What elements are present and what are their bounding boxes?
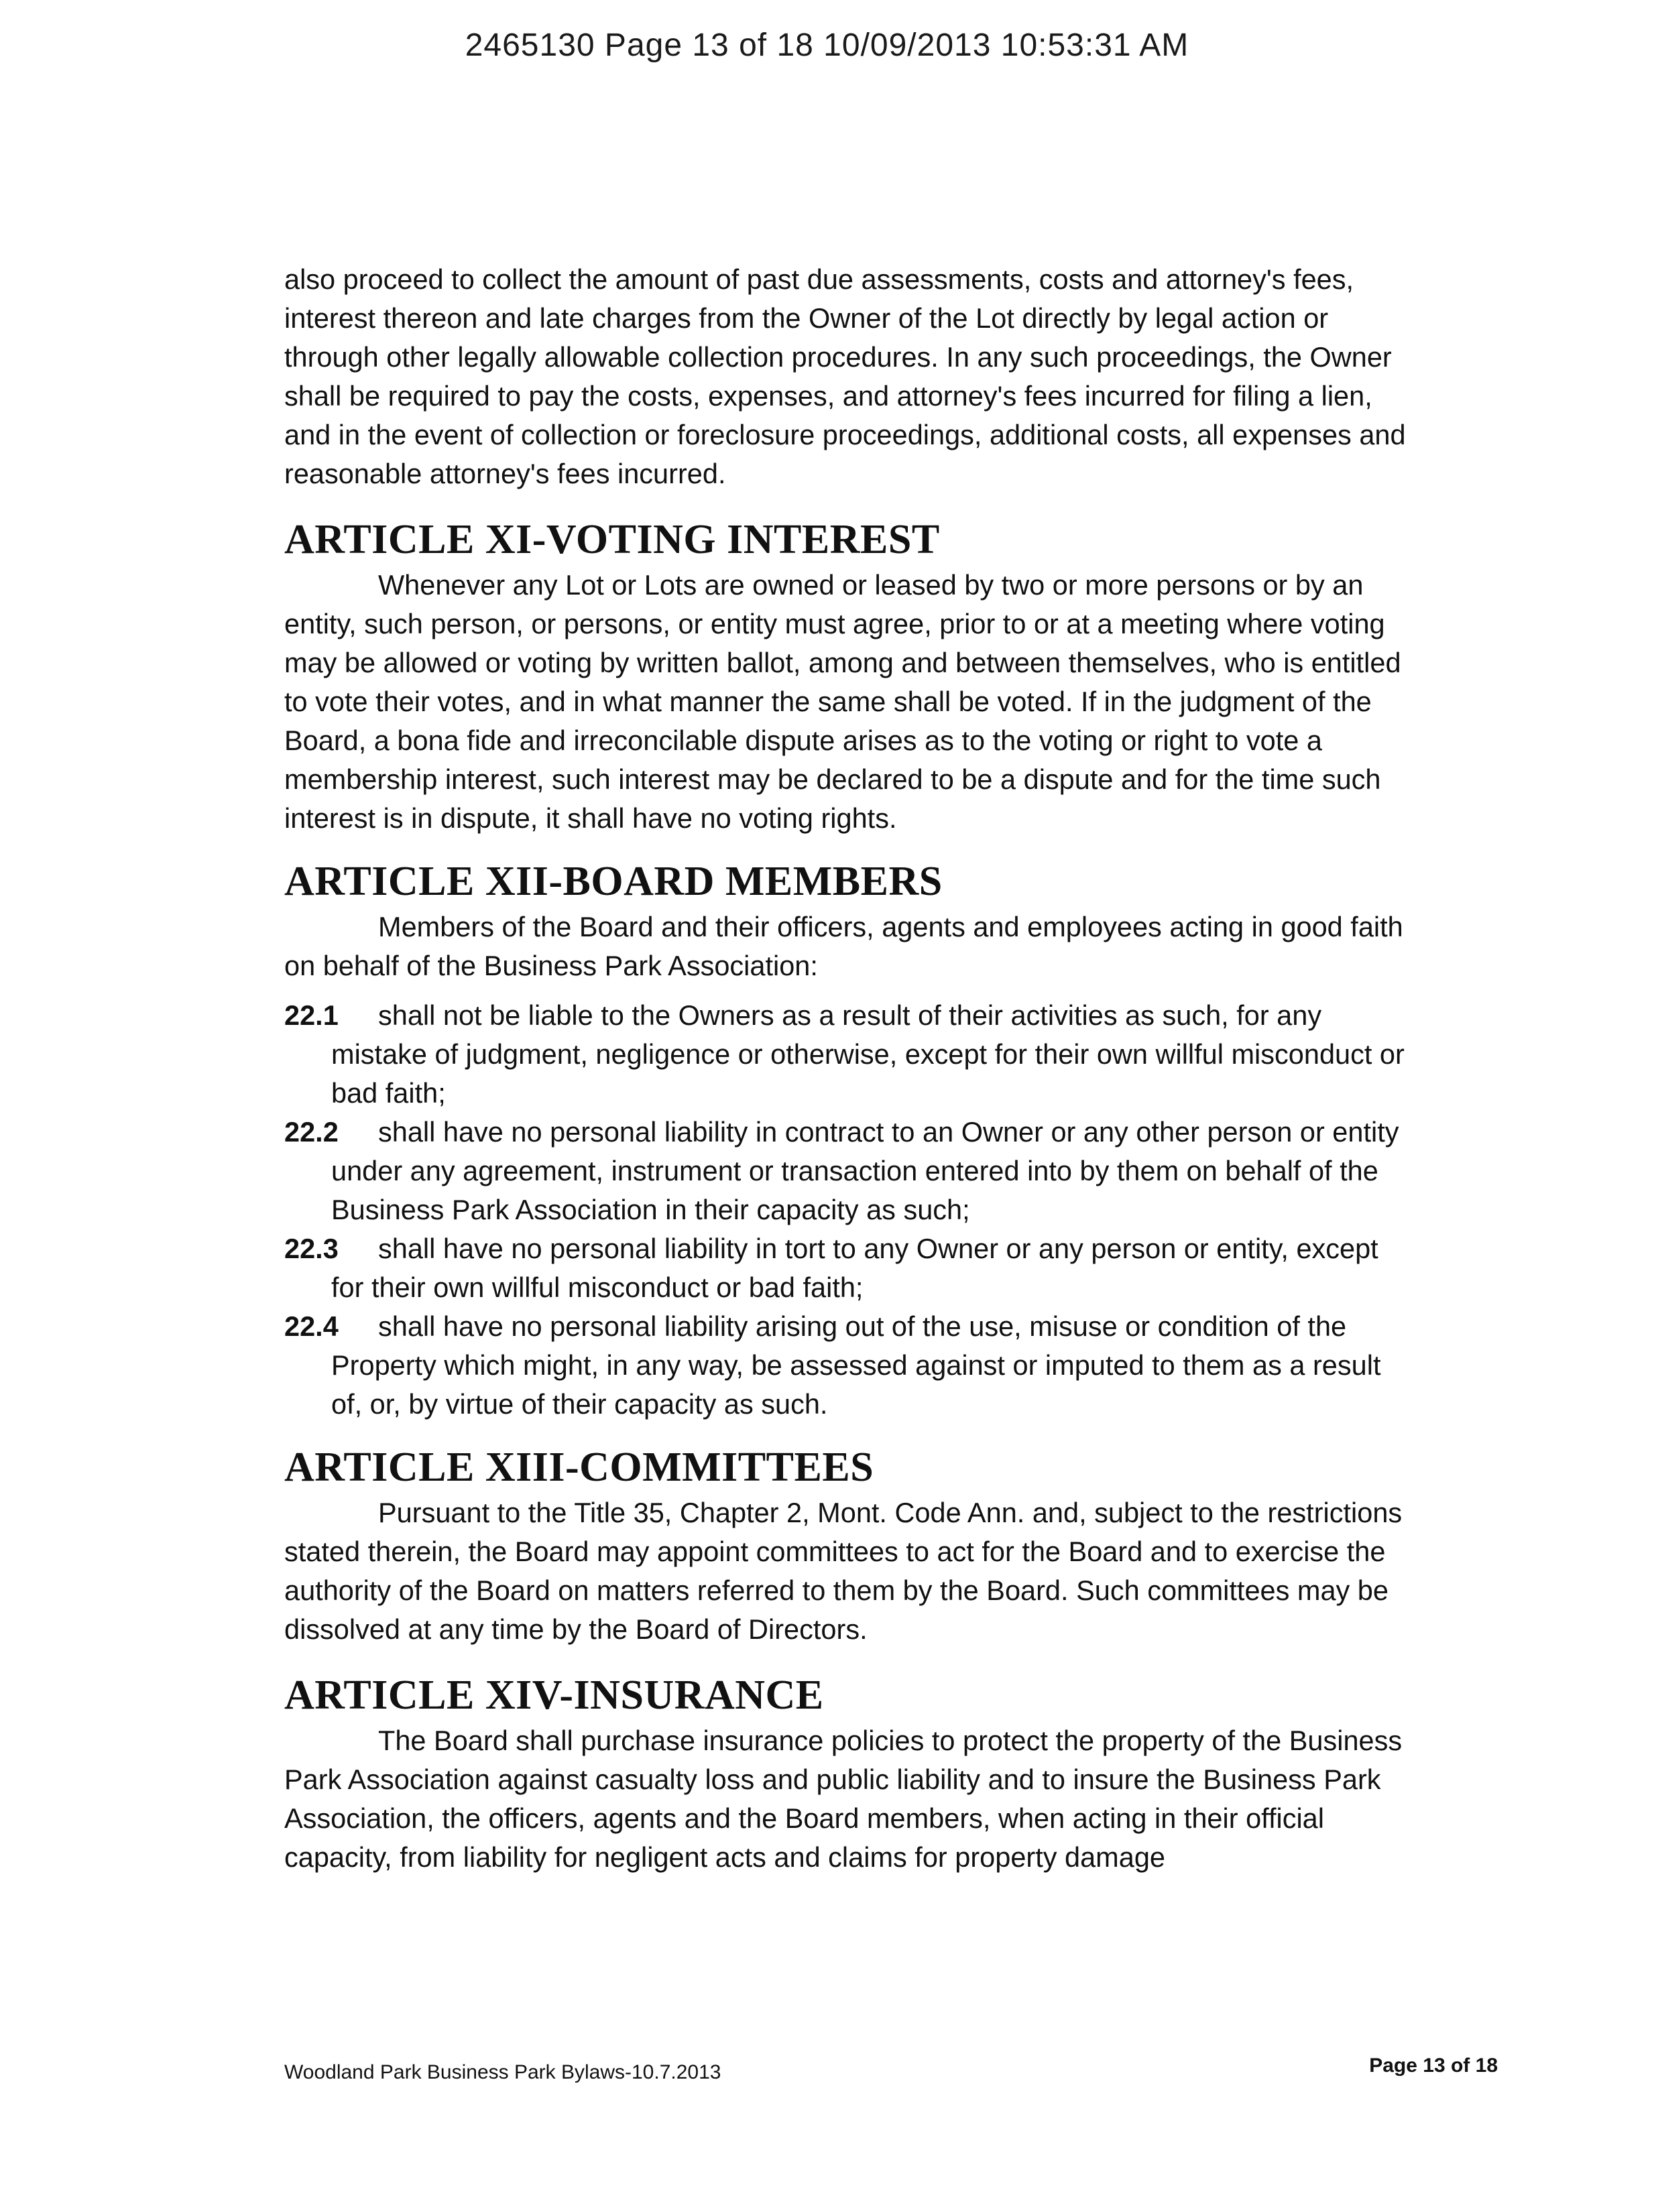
article-xi-heading: ARTICLE XI-VOTING INTEREST [284, 517, 940, 562]
article-xii [284, 858, 1411, 1424]
list-item [284, 1307, 1411, 1424]
list-item-number: 22.4 [284, 1310, 339, 1342]
article-xiii [284, 1444, 1411, 1649]
article-xii-heading: ARTICLE XII-BOARD MEMBERS [284, 859, 943, 904]
list-item-text: shall have no personal liability in contract to an Owner or any other person or entity under any agreement, instrument or transaction entered into by them on behalf of the Business Park Association in their capacity as such; [331, 1116, 1399, 1225]
board-members-list [284, 996, 1411, 1424]
article-xiii-heading: ARTICLE XIII-COMMITTEES [284, 1445, 874, 1490]
article-xiv-body: The Board shall purchase insurance policies to protect the property of the Business Park Association against casualty loss and public liability and to insure the Business Park Association, the officers, agents and the Board members, when acting in their official capacity, from liability for negligent acts and claims for property damage [284, 1725, 1403, 1873]
list-item [284, 996, 1411, 1113]
document-body [284, 260, 1411, 1877]
article-xi [284, 516, 1411, 838]
list-item-number: 22.1 [284, 999, 339, 1031]
article-xi-body: Whenever any Lot or Lots are owned or leased by two or more persons or by an entity, such person, or persons, or entity must agree, prior to or at a meeting where voting may be allowed or voting by written ballot, among and between themselves, who is entitled to vote their votes, and in what manner the same shall be voted. If in the judgment of the Board, a bona fide and irreconcilable dispute arises as to the voting or right to vote a membership interest, such interest may be declared to be a dispute and for the time such interest is in dispute, it shall have no voting rights. [284, 569, 1401, 834]
footer-page-number: Page 13 of 18 [1369, 2054, 1498, 2077]
article-xii-body: Members of the Board and their officers, agents and employees acting in good faith on behalf of the Business Park Association: [284, 911, 1403, 981]
list-item [284, 1229, 1411, 1307]
list-item-text: shall have no personal liability arising out of the use, misuse or condition of the Property which might, in any way, be assessed against or imputed to them as a result of, or, by virtue of their capacity as such. [331, 1310, 1381, 1420]
list-item-number: 22.3 [284, 1233, 339, 1264]
article-xiii-body: Pursuant to the Title 35, Chapter 2, Mont. Code Ann. and, subject to the restrictions stated therein, the Board may appoint committees to act for the Board and to exercise the authority of the Board on matters referred to them by the Board. Such committees may be dissolved at any time by the Board of Directors. [284, 1497, 1403, 1645]
list-item [284, 1113, 1411, 1229]
recording-stamp: 2465130 Page 13 of 18 10/09/2013 10:53:31 AM [465, 27, 1189, 63]
article-xiv [284, 1672, 1411, 1877]
list-item-text: shall have no personal liability in tort to any Owner or any person or entity, except for their own willful misconduct or bad faith; [331, 1233, 1378, 1303]
intro-paragraph: also proceed to collect the amount of past due assessments, costs and attorney's fees, interest thereon and late charges from the Owner of the Lot directly by legal action or through other legally allowable collection procedures. In any such proceedings, the Owner shall be required to pay the costs, expenses, and attorney's fees incurred for filing a lien, and in the event of collection or foreclosure proceedings, additional costs, all expenses and reasonable attorney's fees incurred. [284, 263, 1406, 489]
list-item-number: 22.2 [284, 1116, 339, 1148]
list-item-text: shall not be liable to the Owners as a result of their activities as such, for any mistake of judgment, negligence or otherwise, except for their own willful misconduct or bad faith; [331, 999, 1405, 1109]
article-xiv-heading: ARTICLE XIV-INSURANCE [284, 1672, 824, 1718]
footer-document-title: Woodland Park Business Park Bylaws-10.7.2013 [284, 2061, 721, 2083]
